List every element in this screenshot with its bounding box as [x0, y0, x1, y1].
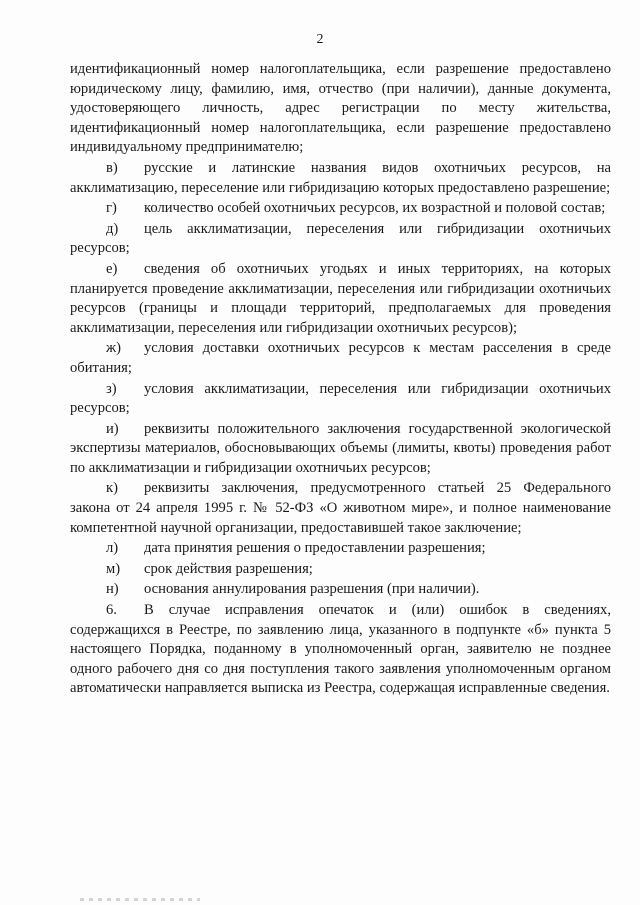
list-item-zh	[70, 339, 611, 378]
list-item-l	[70, 539, 611, 559]
item-text: условия доставки охотничьих ресурсов к местам расселения в среде обитания;	[70, 340, 611, 376]
list-item-v	[70, 159, 611, 198]
item-text: основания аннулирования разрешения (при наличии).	[144, 581, 480, 598]
item-marker: л)	[106, 540, 119, 557]
item-marker: д)	[106, 220, 119, 237]
item-marker: м)	[106, 560, 121, 577]
scan-edge-artifact	[80, 898, 200, 901]
list-item-i	[70, 420, 611, 479]
item-text: русские и латинские названия видов охотничьих ресурсов, на акклиматизацию, переселение или гибридизацию которых предоставлено разрешение;	[70, 159, 611, 196]
document-body	[70, 60, 611, 699]
section-number: 6.	[106, 602, 117, 619]
item-text: условия акклиматизации, переселения или гибридизации охотничьих ресурсов;	[70, 380, 611, 417]
list-item-d	[70, 220, 611, 259]
item-marker: н)	[106, 581, 119, 598]
item-text: цель акклиматизации, переселения или гибридизации охотничьих ресурсов;	[70, 220, 611, 257]
section-6-paragraph	[70, 601, 611, 699]
item-text: срок действия разрешения;	[144, 560, 313, 577]
item-marker: ж)	[106, 340, 121, 357]
page-number: 2	[316, 32, 324, 47]
item-text: количество особей охотничьих ресурсов, их возрастной и половой состав;	[144, 200, 606, 217]
list-item-g	[70, 199, 611, 219]
item-text: дата принятия решения о предоставлении разрешения;	[144, 540, 486, 557]
item-marker: е)	[106, 260, 118, 277]
item-marker: в)	[106, 159, 118, 176]
list-item-e	[70, 260, 611, 338]
item-marker: к)	[106, 480, 118, 497]
intro-paragraph: идентификационный номер налогоплательщика, если разрешение предоставлено юридическому лицу, фамилию, имя, отчество (при наличии), данные документа, удостоверяющего личность, адрес регистрации по месту жительства, идентификационный номер налогоплательщика, если разрешение предоставлено индивидуальному предпринимателю;	[70, 61, 611, 156]
item-text: сведения об охотничьих угодьях и иных территориях, на которых планируется проведение акклиматизации, переселения или гибридизации охотничьих ресурсов (границы и площади территорий, предполагаемых для проведения акклиматизации, переселения или гибридизации охотничьих ресурсов);	[70, 260, 611, 336]
item-marker: и)	[106, 420, 119, 437]
section-text: В случае исправления опечаток и (или) ошибок в сведениях, содержащихся в Реестре, по заявлению лица, указанного в подпункте «б» пункта 5 настоящего Порядка, поданному в уполномоченный орган, заявителю не позднее одного рабочего дня со дня поступления такого заявления уполномоченным органом автоматически направляется выписка из Реестра, содержащая исправленные сведения.	[70, 602, 611, 697]
list-item-k	[70, 479, 611, 538]
list-item-z	[70, 380, 611, 419]
list-item-m	[70, 560, 611, 580]
item-text: реквизиты положительного заключения государственной экологической экспертизы материалов, обосновывающих объемы (лимиты, квоты) проведения работ по акклиматизации и гибридизации охотничьих ресурсов;	[70, 420, 611, 476]
list-item-n	[70, 580, 611, 600]
item-marker: г)	[106, 200, 117, 217]
item-marker: з)	[106, 380, 117, 397]
item-text: реквизиты заключения, предусмотренного статьей 25 Федерального закона от 24 апреля 1995 г. № 52-ФЗ «О животном мире», и полное наименование компетентной научной организации, предоставившей такое заключение;	[70, 480, 611, 536]
